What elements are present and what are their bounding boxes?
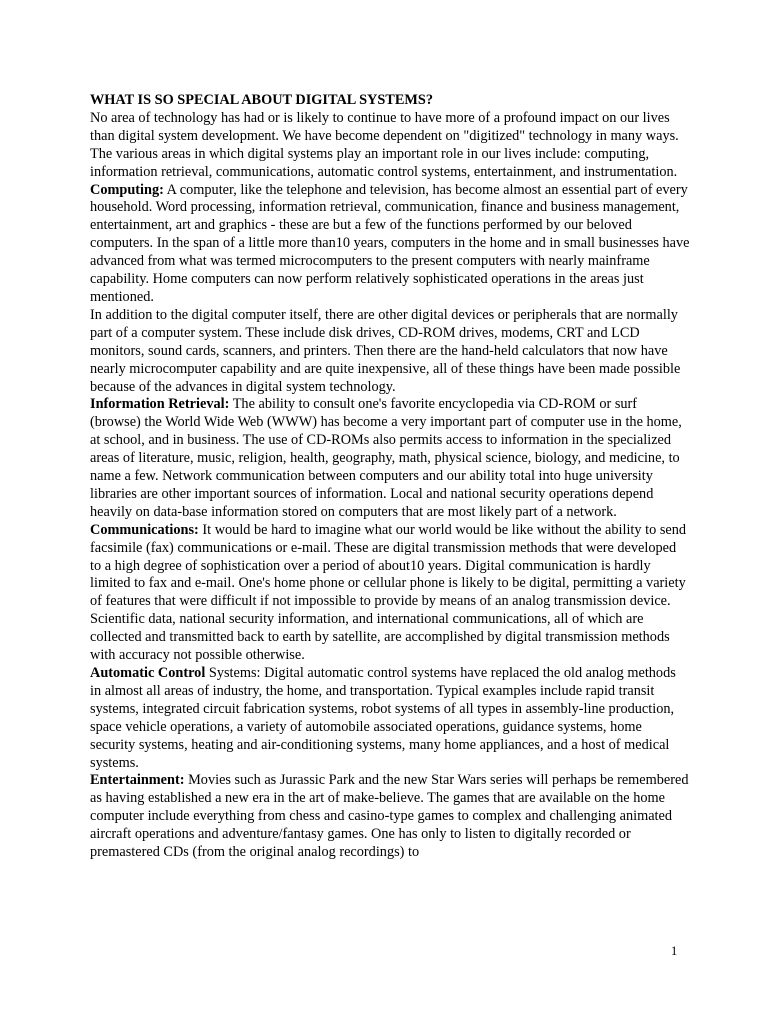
entertainment-heading: Entertainment: — [90, 772, 185, 789]
computing-text: A computer, like the telephone and television, has become almost an essential part of every household. Word processing, information retrieval, communication, finance and business management, entertainment, art and graphics - these are but a few of the functions performed by our beloved computers. In the span of a little more than10 years, computers in the home and in small businesses have advanced from what was termed microcomputers to the present computers with nearly mainframe capability. Home computers can now perform relatively sophisticated operations in the areas just mentioned. — [90, 181, 690, 305]
computing-heading: Computing: — [90, 181, 164, 198]
information-retrieval-heading: Information Retrieval: — [90, 396, 230, 413]
areas-paragraph: The various areas in which digital systems play an important role in our lives include: computing, information retrieval, communications, automatic control systems, entertainment, and instrumentation. — [90, 145, 678, 180]
entertainment-paragraph — [90, 772, 690, 862]
peripherals-paragraph: In addition to the digital computer itself, there are other digital devices or peripherals that are normally part of a computer system. These include disk drives, CD-ROM drives, modems, CRT and LCD monitors, sound cards, scanners, and printers. Then there are the hand-held calculators that now have nearly microcomputer capability and are quite inexpensive, all of these things have been made possible because of the advances in digital system technology. — [90, 306, 681, 395]
computing-paragraph — [90, 182, 690, 307]
document-page — [90, 92, 690, 862]
communications-heading: Communications: — [90, 521, 199, 538]
intro-paragraph: No area of technology has had or is likely to continue to have more of a profound impact on our lives than digital system development. We have become dependent on "digitized" technology in many ways. — [90, 109, 679, 144]
page-number: 1 — [671, 944, 678, 958]
entertainment-text: Movies such as Jurassic Park and the new Star Wars series will perhaps be remembered as having established a new era in the art of make-believe. The games that are available on the home computer include everything from chess and casino-type games to complex and challenging animated aircraft operations and adventure/fantasy games. One has only to listen to digitally recorded or premastered CDs (from the original analog recordings) to — [90, 772, 689, 861]
automatic-control-paragraph — [90, 665, 690, 772]
automatic-control-text: Systems: Digital automatic control systems have replaced the old analog methods in almost all areas of industry, the home, and transportation. Typical examples include rapid transit systems, integrated circuit fabrication systems, robot systems of all types in assembly-line production, space vehicle operations, a variety of automobile associated operations, guidance systems, home security systems, heating and air-conditioning systems, many home appliances, and a host of medical systems. — [90, 665, 676, 771]
information-retrieval-paragraph — [90, 396, 690, 521]
document-title: WHAT IS SO SPECIAL ABOUT DIGITAL SYSTEMS? — [90, 92, 433, 108]
communications-paragraph — [90, 522, 690, 665]
information-retrieval-text: The ability to consult one's favorite encyclopedia via CD-ROM or surf (browse) the World Wide Web (WWW) has become a very important part of computer use in the home, at school, and in business. The use of CD-ROMs also permits access to information in the specialized areas of literature, music, religion, health, geography, math, physical science, biology, and medicine, to name a few. Network communication between computers and our ability total into huge university libraries are other important sources of information. Local and national security operations depend heavily on data-base information stored on computers that are most likely part of a network. — [90, 396, 682, 520]
automatic-control-heading: Automatic Control — [90, 665, 206, 681]
communications-text: It would be hard to imagine what our world would be like without the ability to send facsimile (fax) communications or e-mail. These are digital transmission methods that were developed to a high degree of sophistication over a period of about10 years. Digital communication is hardly limited to fax and e-mail. One's home phone or cellular phone is likely to be digital, permitting a variety of features that were difficult if not impossible to provide by means of an analog transmission device. Scientific data, national security information, and international communications, all of which are collected and transmitted back to earth by satellite, are accomplished by digital transmission methods with accuracy not possible otherwise. — [90, 521, 687, 664]
